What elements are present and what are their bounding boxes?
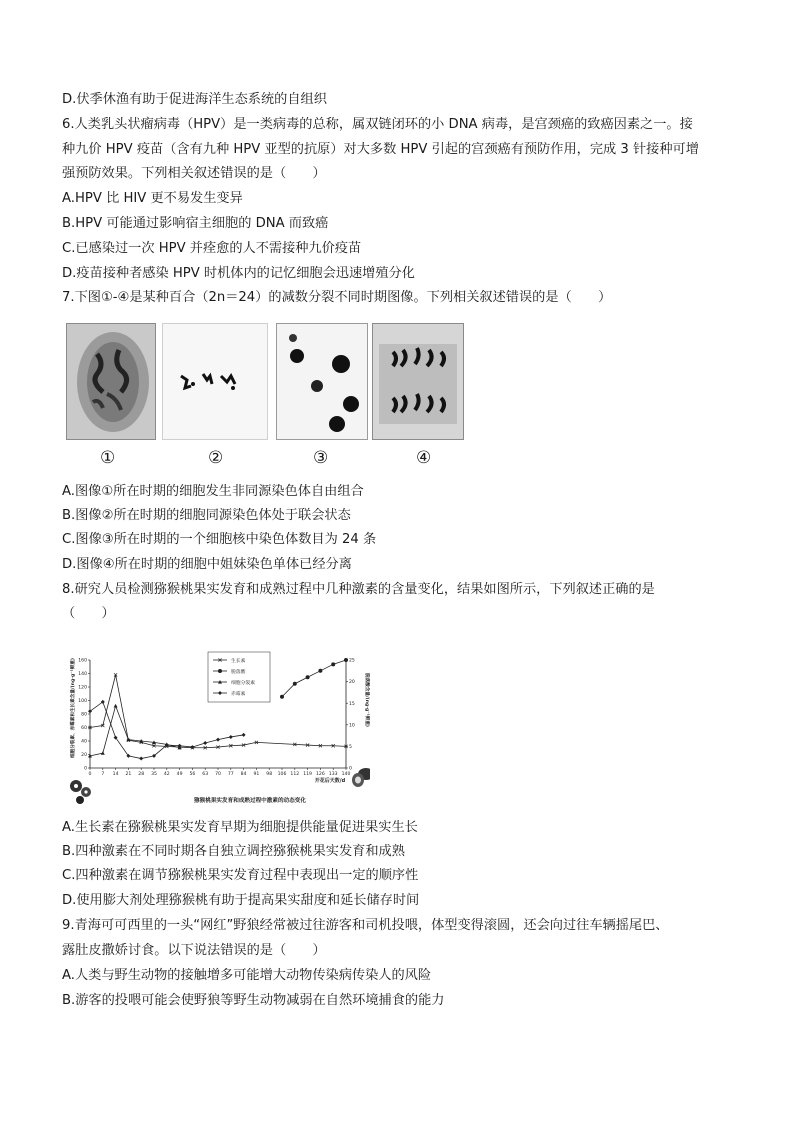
chart-y-tick-label-left: 80 <box>81 712 87 718</box>
q8-option-a: A.生长素在猕猴桃果实发育早期为细胞提供能量促进果实生长 <box>62 820 418 835</box>
chart-y-tick-label-left: 40 <box>81 739 87 745</box>
chart-y-tick-label-right: 20 <box>349 680 355 686</box>
chart-x-tick-label: 91 <box>253 772 260 777</box>
chart-x-tick-label: 119 <box>303 772 312 777</box>
chart-x-tick-label: 35 <box>151 772 157 777</box>
chart-y-axis-label-left: 细胞分裂素、赤霉素和生长素含量/(ng·g⁻¹鲜重) <box>71 657 76 759</box>
chart-y-tick-label-left: 160 <box>78 658 87 664</box>
q8-option-b: B.四种激素在不同时期各自独立调控猕猴桃果实发育和成熟 <box>62 844 405 859</box>
chart-series-line-2 <box>282 660 346 697</box>
micrograph-label-2: ② <box>208 448 224 468</box>
q5-option-d: D.伏季休渔有助于促进海洋生态系统的自组织 <box>62 92 327 107</box>
chart-point <box>280 695 284 699</box>
q7-option-d: D.图像④所在时期的细胞中姐妹染色单体已经分离 <box>62 557 352 572</box>
chart-x-tick-label: 133 <box>328 772 338 777</box>
chart-x-tick-label: 106 <box>277 772 287 777</box>
micrograph-label-1: ① <box>100 448 116 468</box>
chart-series-line-3 <box>90 706 180 756</box>
micrograph-3 <box>276 323 368 440</box>
chart-x-axis-label: 开花后天数/d <box>314 778 346 784</box>
chart-point <box>331 662 335 666</box>
q9-option-b: B.游客的投喂可能会使野狼等野生动物减弱在自然环境捕食的能力 <box>62 993 445 1008</box>
chart-y-tick-label-left: 0 <box>84 766 87 772</box>
chart-point <box>306 675 310 679</box>
chart-point <box>114 704 118 708</box>
chart-y-tick-label-left: 60 <box>81 726 87 732</box>
hormone-chart <box>60 634 370 814</box>
chart-x-tick-label: 7 <box>101 772 105 777</box>
micrograph-4 <box>372 323 464 440</box>
chart-point <box>293 682 297 686</box>
q6-stem-line1: 6.人类乳头状瘤病毒（HPV）是一类病毒的总称，属双链闭环的小 DNA 病毒，是宫颈癌的致癌因素之一。接 <box>62 117 693 132</box>
q7-option-b: B.图像②所在时期的细胞同源染色体处于联会状态 <box>62 508 351 523</box>
chart-series-line-4 <box>90 702 244 759</box>
chart-point <box>216 738 220 742</box>
chart-y-tick-label-right: 5 <box>349 745 352 750</box>
chart-x-tick-label: 98 <box>266 772 273 777</box>
chart-legend-label: 细胞分裂素 <box>231 680 255 686</box>
q6-option-d: D.疫苗接种者感染 HPV 时机体内的记忆细胞会迅速增殖分化 <box>62 266 415 281</box>
kiwi-fruit-illustration <box>352 768 370 787</box>
chart-legend-label: 赤霉素 <box>231 691 246 697</box>
chart-y-tick-label-right: 25 <box>349 658 355 664</box>
q6-option-c: C.已感染过一次 HPV 并痊愈的人不需接种九价疫苗 <box>62 241 362 256</box>
q6-option-a: A.HPV 比 HIV 更不易发生变异 <box>62 191 243 206</box>
chart-x-tick-label: 112 <box>290 772 300 777</box>
chart-point <box>101 751 105 755</box>
micrograph-label-3: ③ <box>313 448 329 468</box>
micrograph-label-4: ④ <box>416 448 432 468</box>
chart-x-tick-label: 140 <box>341 772 351 777</box>
chart-y-axis-label-right: 脱落酸含量/(ng·g⁻¹鲜重) <box>364 672 369 728</box>
chart-legend-label: 生长素 <box>231 658 246 664</box>
q8-stem-line1: 8.研究人员检测猕猴桃果实发育和成熟过程中几种激素的含量变化，结果如图所示，下列叙述正确的是 <box>62 582 655 597</box>
q6-stem-line3: 强预防效果。下列相关叙述错误的是（ ） <box>62 166 326 181</box>
chart-x-tick-label: 28 <box>138 772 145 777</box>
chart-x-tick-label: 70 <box>215 772 221 777</box>
chart-point <box>318 669 322 673</box>
q7-option-c: C.图像③所在时期的一个细胞核中染色体数目为 24 条 <box>62 532 377 547</box>
q8-stem-line2: （ ） <box>62 606 115 621</box>
q6-stem-line2: 种九价 HPV 疫苗（含有九种 HPV 亚型的抗原）对大多数 HPV 引起的宫颈癌有预防作用，完成 3 针接种可增 <box>62 142 699 157</box>
chart-x-tick-label: 0 <box>88 772 92 777</box>
chart-legend-marker <box>218 669 222 673</box>
chart-point <box>344 658 348 662</box>
chart-legend-label: 脱落酸 <box>231 669 246 675</box>
chart-y-tick-label-right: 0 <box>349 766 352 772</box>
chart-point <box>203 741 207 745</box>
q9-option-a: A.人类与野生动物的接触增多可能增大动物传染病传染人的风险 <box>62 968 432 983</box>
chart-x-tick-label: 126 <box>316 772 325 777</box>
chart-point <box>139 757 143 761</box>
chart-y-tick-label-right: 10 <box>349 723 355 729</box>
micrograph-1 <box>66 323 156 440</box>
chart-y-tick-label-left: 20 <box>81 753 87 759</box>
chart-x-tick-label: 63 <box>202 772 209 777</box>
q7-stem: 7.下图①-④是某种百合（2n＝24）的减数分裂不同时期图像。下列相关叙述错误的是（ ） <box>62 290 612 305</box>
micrograph-2 <box>162 323 268 440</box>
q8-option-d: D.使用膨大剂处理猕猴桃有助于提高果实甜度和延长储存时间 <box>62 893 420 908</box>
chart-x-tick-label: 14 <box>112 772 119 777</box>
q9-stem-line2: 露肚皮撒娇讨食。以下说法错误的是（ ） <box>62 943 326 958</box>
chart-point <box>190 745 194 749</box>
chart-point <box>242 733 246 737</box>
chart-y-tick-label-left: 140 <box>78 672 87 678</box>
chart-y-tick-label-left: 120 <box>78 685 87 691</box>
chart-point <box>229 735 233 739</box>
q9-stem-line1: 9.青海可可西里的一头“网红”野狼经常被过往游客和司机投喂，体型变得滚圆，还会向过往车辆摇尾巴、 <box>62 918 669 933</box>
chart-x-tick-label: 42 <box>163 772 170 777</box>
q8-option-c: C.四种激素在调节猕猴桃果实发育过程中表现出一定的顺序性 <box>62 868 419 883</box>
chart-x-tick-label: 49 <box>176 772 183 777</box>
chart-x-tick-label: 21 <box>125 772 132 777</box>
chart-x-tick-label: 77 <box>227 772 234 777</box>
q7-option-a: A.图像①所在时期的细胞发生非同源染色体自由组合 <box>62 484 364 499</box>
chart-y-tick-label-right: 15 <box>349 701 355 707</box>
chart-y-tick-label-left: 100 <box>78 699 87 705</box>
chart-x-tick-label: 56 <box>189 772 196 777</box>
chart-x-tick-label: 84 <box>240 772 247 777</box>
q6-option-b: B.HPV 可能通过影响宿主细胞的 DNA 而致癌 <box>62 216 329 231</box>
kiwi-flower-illustration <box>70 780 91 804</box>
chart-title: 猕猴桃果实发育和成熟过程中激素的动态变化 <box>194 798 306 804</box>
